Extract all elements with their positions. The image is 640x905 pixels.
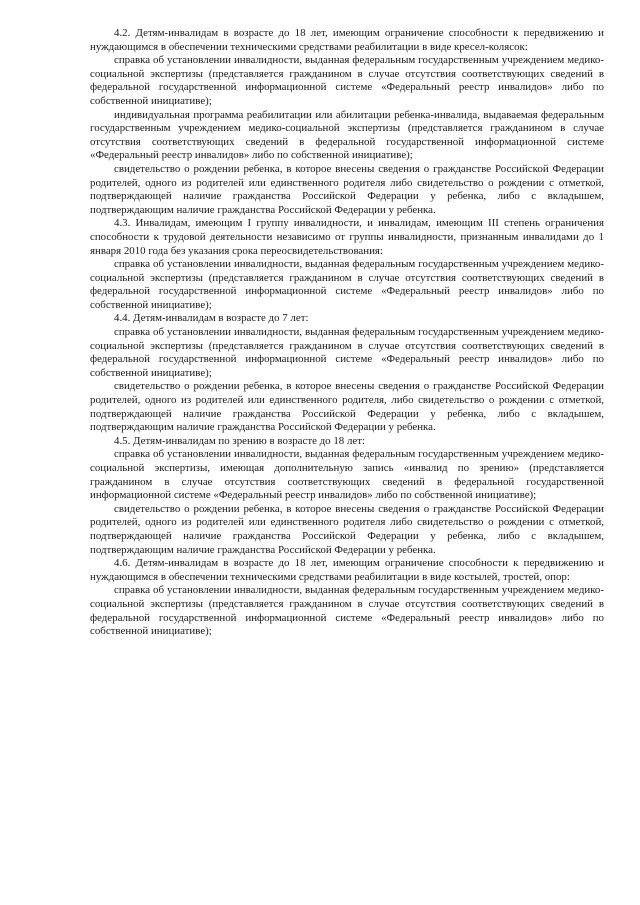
clause-4-5: 4.5. Детям-инвалидам по зрению в возрасте до 18 лет:	[114, 434, 366, 447]
paragraph-disability-certificate: справка об установлении инвалидности, выданная федеральным государственным учреждением медико-социальной экспертизы (представляется гражданином в случае отсутствия соответствующих сведений в федеральной государственной информационной системе «Федеральный реестр инвалидов» либо по собственной инициативе);	[90, 258, 604, 311]
paragraph-rehab-program: индивидуальная программа реабилитации или абилитации ребенка-инвалида, выдаваемая федеральным государственным учреждением медико-социальной экспертизы (представляется гражданином в случае отсутствия соответствующих сведений в федеральной государственной информационной системе «Федеральный реестр инвалидов» либо по собственной инициативе);	[90, 108, 604, 162]
clause-4-3: 4.3. Инвалидам, имеющим I группу инвалидности, и инвалидам, имеющим III степень ограничения способности к трудовой деятельности независимо от группы инвалидности, признанным инвалидами до 1 января 2010 года без указания срока переосвидетельствования:	[90, 217, 604, 257]
clause-4-4: 4.4. Детям-инвалидам в возрасте до 7 лет:	[114, 312, 309, 325]
clause-4-2: 4.2. Детям-инвалидам в возрасте до 18 лет, имеющим ограничение способности к передвижению и нуждающимся в обеспечении техническими средствами реабилитации в виде кресел-колясок:	[90, 27, 604, 53]
paragraph-birth-certificate: свидетельство о рождении ребенка, в которое внесены сведения о гражданстве Российской Федерации родителей, одного из родителей или единственного родителя, либо свидетельство о рождении с отметкой, подтверждающей наличие гражданства Российской Федерации у ребенка, либо с вкладышем, подтверждающим наличие гражданства Российской Федерации у ребенка.	[90, 380, 604, 434]
paragraph-birth-certificate: свидетельство о рождении ребенка, в которое внесены сведения о гражданстве Российской Федерации родителей, одного из родителей или единственного родителя либо свидетельство о рождении с отметкой, подтверждающей наличие гражданства Российской Федерации у ребенка, либо с вкладышем, подтверждающим наличие гражданства Российской Федерации у ребенка.	[90, 162, 604, 216]
paragraph-birth-certificate: свидетельство о рождении ребенка, в которое внесены сведения о гражданстве Российской Федерации родителей, одного из родителей или единственного родителя либо свидетельство о рождении с отметкой, подтверждающей наличие гражданства Российской Федерации у ребенка, либо с вкладышем, подтверждающим наличие гражданства Российской Федерации у ребенка.	[90, 502, 604, 556]
paragraph-disability-certificate: справка об установлении инвалидности, выданная федеральным государственным учреждением медико-социальной экспертизы (представляется гражданином в случае отсутствия соответствующих сведений в федеральной государственной информационной системе «Федеральный реестр инвалидов» либо по собственной инициативе);	[90, 326, 604, 379]
paragraph-disability-certificate: справка об установлении инвалидности, выданная федеральным государственным учреждением медико-социальной экспертизы (представляется гражданином в случае отсутствия соответствующих сведений в федеральной государственной информационной системе «Федеральный реестр инвалидов» либо по собственной инициативе);	[90, 584, 604, 638]
clause-4-6: 4.6. Детям-инвалидам в возрасте до 18 лет, имеющим ограничение способности к передвижению и нуждающимся в обеспечении техническими средствами реабилитации в виде костылей, тростей, опор:	[90, 557, 604, 583]
paragraph-disability-certificate-vision: справка об установлении инвалидности, выданная федеральным государственным учреждением медико-социальной экспертизы, имеющая дополнительную запись «инвалид по зрению» (представляется гражданином в случае отсутствия соответствующих сведений в федеральной государственной информационной системе «Федеральный реестр инвалидов» либо по собственной инициативе);	[90, 448, 604, 502]
paragraph-disability-certificate: справка об установлении инвалидности, выданная федеральным государственным учреждением медико-социальной экспертизы (представляется гражданином в случае отсутствия соответствующих сведений в федеральной государственной информационной системе «Федеральный реестр инвалидов» либо по собственной инициативе);	[90, 54, 604, 107]
